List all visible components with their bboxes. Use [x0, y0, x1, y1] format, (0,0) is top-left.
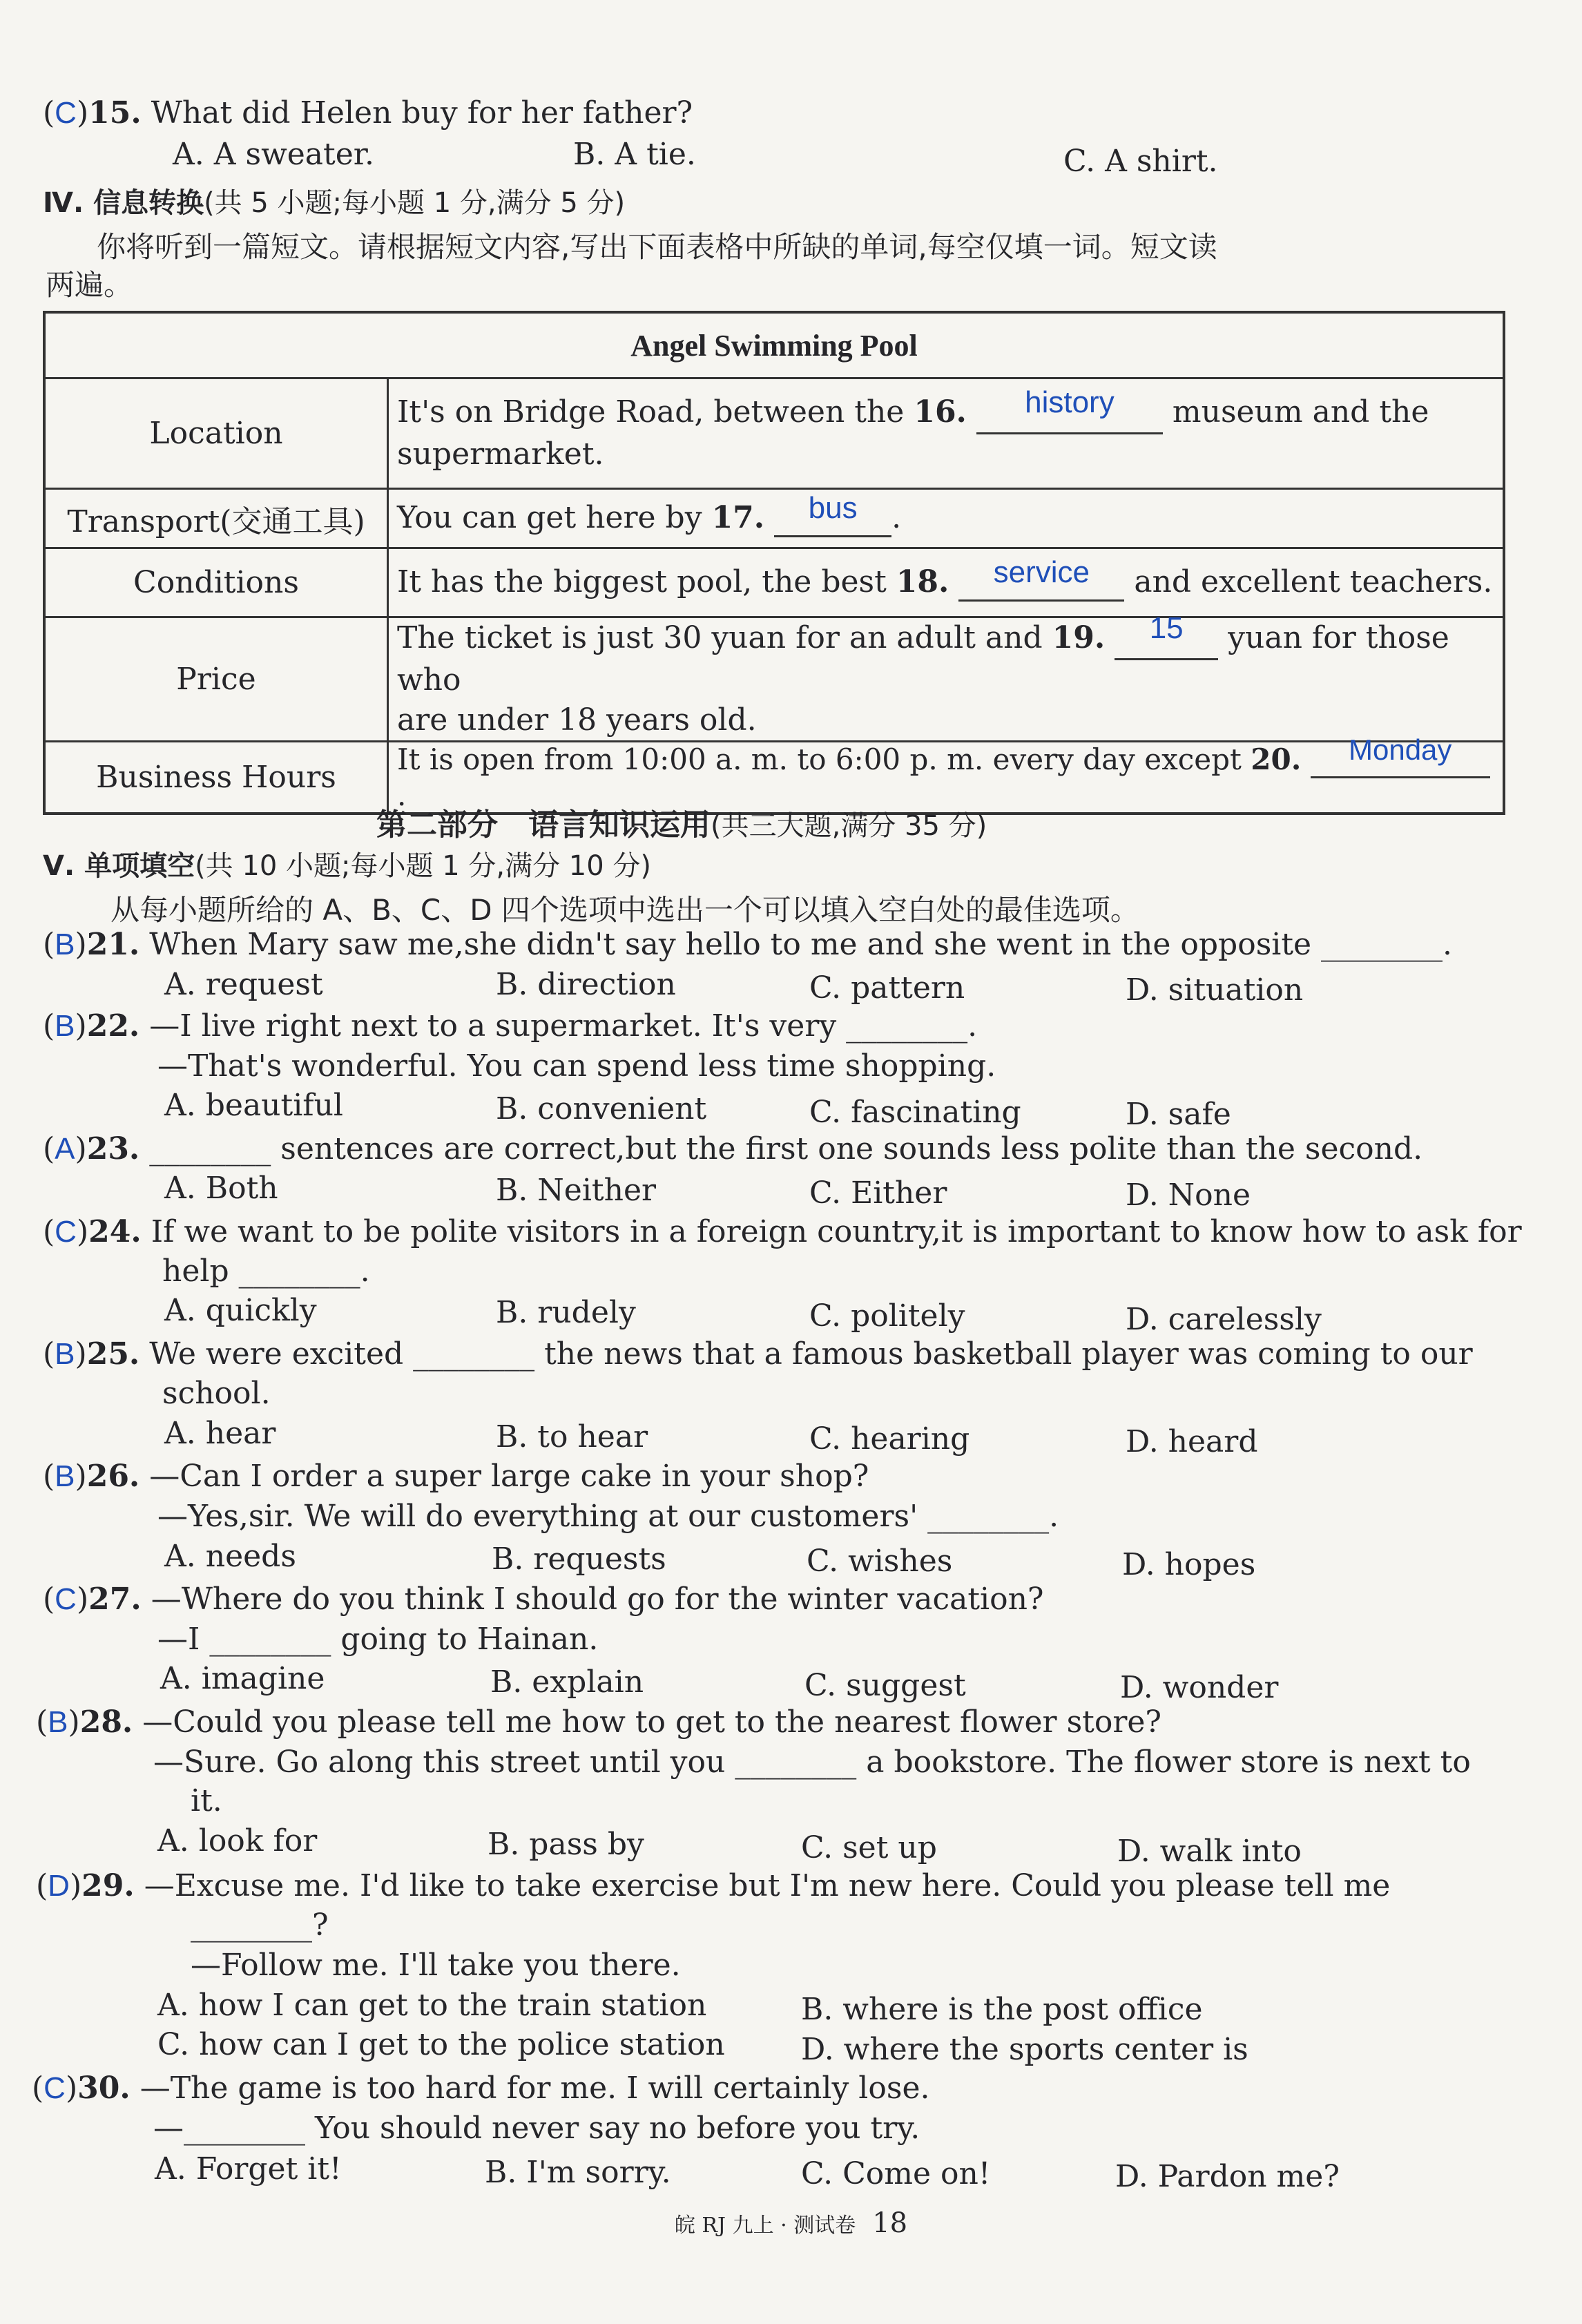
- table-row-conditions: Conditions It has the biggest pool, the best 18. service and excellent teachers.: [44, 548, 1504, 617]
- option-25-b: B. to hear: [496, 1419, 648, 1454]
- option-21-a: A. request: [164, 967, 323, 1002]
- question-25: (B)25. We were excited ________ the news that a famous basketball player was coming to our: [43, 1336, 1473, 1372]
- option-28-b: B. pass by: [488, 1827, 644, 1862]
- option-24-a: A. quickly: [164, 1293, 317, 1328]
- option-28-c: C. set up: [801, 1830, 937, 1865]
- option-26-a: A. needs: [164, 1539, 296, 1574]
- option-26-d: D. hopes: [1122, 1547, 1256, 1582]
- blank-17: bus: [808, 490, 858, 525]
- info-table: [43, 311, 1505, 815]
- question-22: (B)22. —I live right next to a supermarket. It's very ________.: [43, 1008, 978, 1044]
- option-23-a: A. Both: [164, 1171, 278, 1206]
- question-21: (B)21. When Mary saw me,she didn't say hello to me and she went in the opposite ________.: [43, 927, 1453, 962]
- option-22-d: D. safe: [1126, 1097, 1231, 1132]
- question-24: (C)24. If we want to be polite visitors in a foreign country,it is important to know how to ask for: [43, 1214, 1522, 1249]
- question-28: (B)28. —Could you please tell me how to get to the nearest flower store?: [36, 1704, 1161, 1740]
- option-22-b: B. convenient: [496, 1091, 707, 1126]
- option-28-a: A. look for: [157, 1823, 318, 1859]
- option-29-c: C. how can I get to the police station: [157, 2027, 725, 2062]
- option-29-a: A. how I can get to the train station: [157, 1988, 707, 2023]
- question-30: (C)30. —The game is too hard for me. I will certainly lose.: [32, 2071, 930, 2106]
- option-21-c: C. pattern: [809, 970, 965, 1006]
- section-4-instruction-2: 两遍。: [46, 268, 133, 302]
- option-25-a: A. hear: [164, 1416, 276, 1451]
- option-29-b: B. where is the post office: [801, 1992, 1203, 2027]
- section-4-instruction: 你将听到一篇短文。请根据短文内容,写出下面表格中所缺的单词,每空仅填一词。短文读: [97, 230, 1217, 264]
- option-28-d: D. walk into: [1117, 1834, 1302, 1869]
- answer-15: C: [55, 96, 77, 130]
- blank-19: 15: [1149, 611, 1184, 645]
- option-30-b: B. I'm sorry.: [485, 2155, 671, 2190]
- option-15-c: C. A shirt.: [1063, 144, 1218, 179]
- section-5-heading: Ⅴ. 单项填空(共 10 小题;每小题 1 分,满分 10 分): [43, 850, 652, 882]
- question-29: (D)29. —Excuse me. I'd like to take exercise but I'm new here. Could you please tell me: [36, 1868, 1391, 1903]
- option-24-b: B. rudely: [496, 1295, 636, 1330]
- option-30-a: A. Forget it!: [155, 2151, 342, 2187]
- option-27-d: D. wonder: [1120, 1670, 1279, 1705]
- option-24-d: D. carelessly: [1126, 1302, 1322, 1337]
- option-23-c: C. Either: [809, 1175, 947, 1211]
- section-5-instruction: 从每小题所给的 A、B、C、D 四个选项中选出一个可以填入空白处的最佳选项。: [110, 893, 1139, 927]
- option-24-c: C. politely: [809, 1298, 965, 1334]
- option-21-b: B. direction: [496, 967, 676, 1002]
- option-30-c: C. Come on!: [801, 2156, 991, 2191]
- option-15-b: B. A tie.: [573, 137, 696, 172]
- option-25-c: C. hearing: [809, 1421, 970, 1457]
- option-26-c: C. wishes: [807, 1544, 953, 1579]
- option-21-d: D. situation: [1126, 972, 1304, 1008]
- page-footer: 皖 RJ 九上 · 测试卷 18: [674, 2207, 908, 2239]
- option-23-b: B. Neither: [496, 1173, 657, 1208]
- option-27-c: C. suggest: [804, 1668, 966, 1703]
- blank-20: Monday: [1348, 733, 1452, 766]
- blank-16: history: [1025, 385, 1115, 419]
- page-number: 18: [872, 2207, 908, 2239]
- table-title: Angel Swimming Pool: [44, 312, 1504, 378]
- option-22-c: C. fascinating: [809, 1095, 1021, 1130]
- option-30-d: D. Pardon me?: [1115, 2159, 1340, 2194]
- option-23-d: D. None: [1126, 1178, 1251, 1213]
- section-4-heading: Ⅳ. 信息转换(共 5 小题;每小题 1 分,满分 5 分): [43, 187, 626, 219]
- part-2-heading: 第二部分 语言知识运用(共三大题,满分 35 分): [376, 807, 987, 843]
- table-row-business-hours: Business Hours It is open from 10:00 a. m. to 6:00 p. m. every day except 20. Monday.: [44, 742, 1504, 814]
- question-26: (B)26. —Can I order a super large cake in your shop?: [43, 1459, 869, 1494]
- table-row-transport: Transport(交通工具) You can get here by 17. bus .: [44, 489, 1504, 548]
- table-row-price: Price The ticket is just 30 yuan for an adult and 19. 15 yuan for those who are under 18 years old.: [44, 617, 1504, 742]
- option-27-a: A. imagine: [160, 1661, 325, 1696]
- option-29-d: D. where the sports center is: [801, 2032, 1248, 2067]
- option-25-d: D. heard: [1126, 1424, 1258, 1459]
- option-22-a: A. beautiful: [164, 1088, 343, 1123]
- option-15-a: A. A sweater.: [173, 137, 374, 172]
- question-27: (C)27. —Where do you think I should go for the winter vacation?: [43, 1582, 1044, 1617]
- option-27-b: B. explain: [490, 1664, 644, 1700]
- blank-18: service: [993, 555, 1090, 589]
- option-26-b: B. requests: [492, 1542, 666, 1577]
- table-row-location: Location It's on Bridge Road, between the 16. history museum and the supermarket.: [44, 378, 1504, 489]
- question-15: (C)15. What did Helen buy for her father?: [43, 95, 693, 131]
- question-23: (A)23. ________ sentences are correct,but the first one sounds less polite than the second.: [43, 1131, 1423, 1166]
